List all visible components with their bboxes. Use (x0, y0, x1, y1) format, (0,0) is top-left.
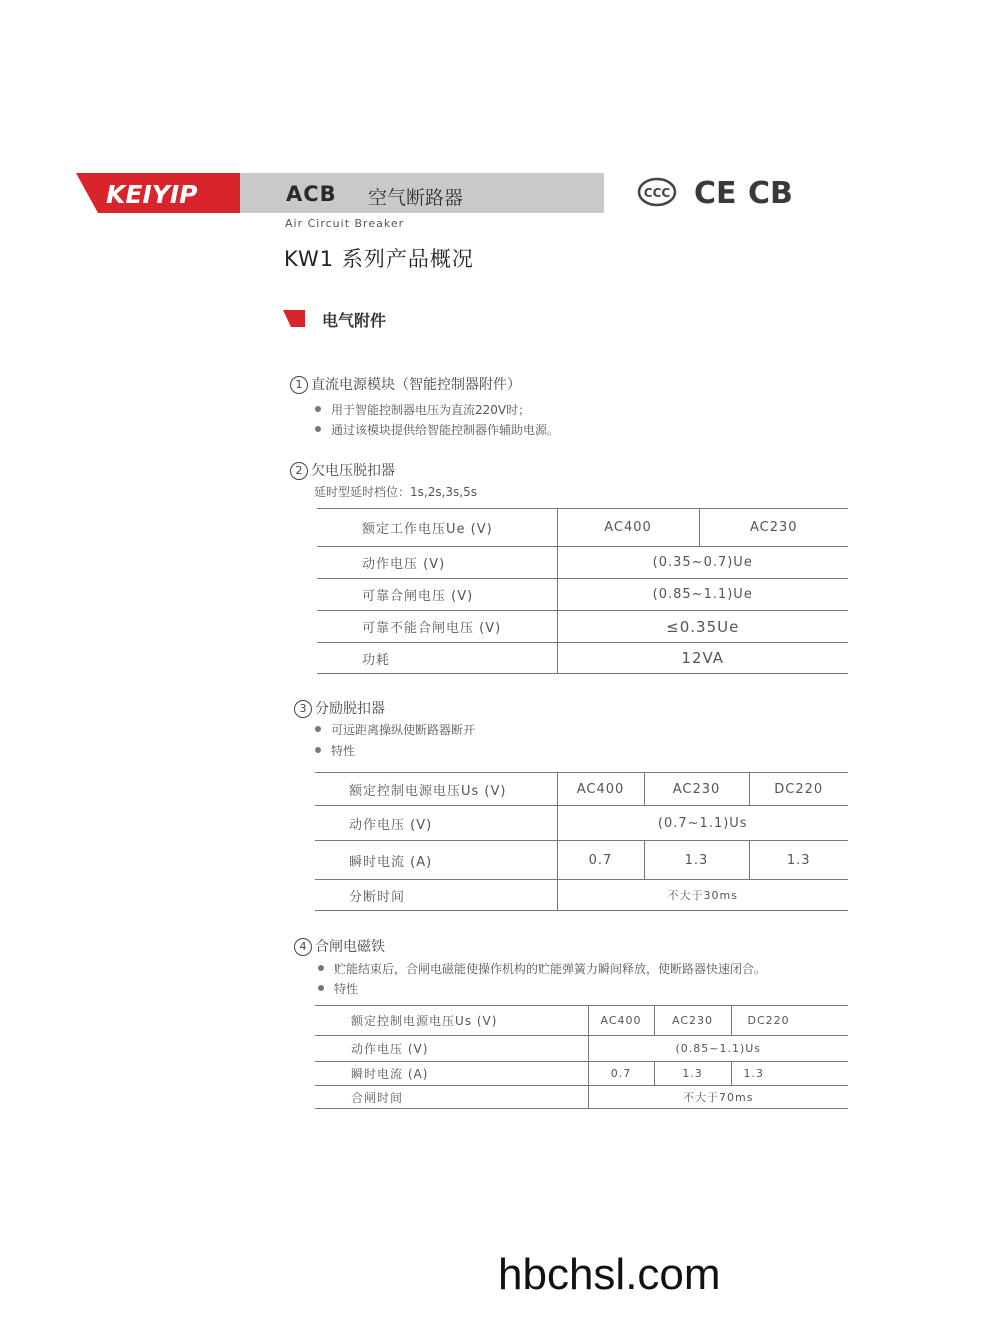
table-row: 额定控制电源电压Us (V) AC400 AC230 DC220 (315, 773, 848, 806)
product-name-en: Air Circuit Breaker (285, 217, 405, 230)
bullet-icon (318, 965, 324, 971)
bullet-icon (315, 426, 321, 432)
item-number: 3 (294, 700, 312, 718)
section-title: 电气附件 (322, 311, 387, 330)
bullet-icon (315, 747, 321, 753)
shunt-release-table (315, 772, 848, 911)
svg-text:CCC: CCC (643, 186, 671, 200)
brand-text: KEIYIP (106, 180, 198, 209)
list-item: 特性 (318, 980, 358, 997)
page-title: KW1 系列产品概况 (284, 247, 474, 271)
ccc-mark-icon (639, 179, 675, 205)
table-row: 动作电压 (V) (0.7~1.1)Us (315, 806, 848, 841)
product-name-cn: 空气断路器 (368, 187, 464, 209)
table-row: 可靠合闸电压 (V) (0.85~1.1)Ue (317, 579, 848, 611)
item-number: 1 (290, 376, 308, 394)
bullet-icon (318, 985, 324, 991)
list-item: 贮能结束后，合闸电磁能使操作机构的贮能弹簧力瞬间释放，使断路器快速闭合。 (318, 960, 766, 977)
item-2-note: 延时型延时档位：1s,2s,3s,5s (314, 485, 477, 499)
section-flag-icon (283, 310, 305, 327)
item-number: 2 (290, 462, 308, 480)
bullet-icon (315, 726, 321, 732)
table-row: 额定工作电压Ue (V) AC400 AC230 (317, 509, 848, 547)
table-row: 瞬时电流 (A) 0.7 1.3 1.3 (315, 1062, 848, 1086)
item-3-title: 3 分励脱扣器 (294, 698, 385, 718)
item-2-title: 2 欠电压脱扣器 (290, 460, 395, 480)
undervoltage-table (317, 508, 848, 674)
item-4-title: 4 合闸电磁铁 (294, 936, 385, 956)
table-row: 可靠不能合闸电压 (V) ≤0.35Ue (317, 611, 848, 643)
item-1-title: 1 直流电源模块（智能控制器附件） (290, 374, 521, 394)
table-row: 分断时间 不大于30ms (315, 880, 848, 911)
item-number: 4 (294, 938, 312, 956)
closing-electromagnet-table (315, 1005, 848, 1109)
product-code: ACB (286, 182, 337, 206)
table-row: 合闸时间 不大于70ms (315, 1086, 848, 1109)
bullet-icon (315, 406, 321, 412)
table-row: 瞬时电流 (A) 0.7 1.3 1.3 (315, 841, 848, 880)
list-item: 通过该模块提供给智能控制器作辅助电源。 (315, 421, 559, 438)
table-row: 动作电压 (V) (0.85~1.1)Us (315, 1036, 848, 1062)
list-item: 可远距离操纵使断路器断开 (315, 721, 475, 738)
keiyip-logo (76, 173, 241, 213)
cb-mark-icon: CB (748, 176, 793, 211)
list-item: 用于智能控制器电压为直流220V时； (315, 401, 530, 418)
table-row: 额定控制电源电压Us (V) AC400 AC230 DC220 (315, 1006, 848, 1036)
certification-marks (636, 172, 796, 212)
site-watermark: hbchsl.com (498, 1250, 721, 1299)
ce-mark-icon: CE (694, 176, 737, 211)
table-row: 动作电压 (V) (0.35~0.7)Ue (317, 547, 848, 579)
table-row: 功耗 12VA (317, 643, 848, 674)
list-item: 特性 (315, 742, 355, 759)
